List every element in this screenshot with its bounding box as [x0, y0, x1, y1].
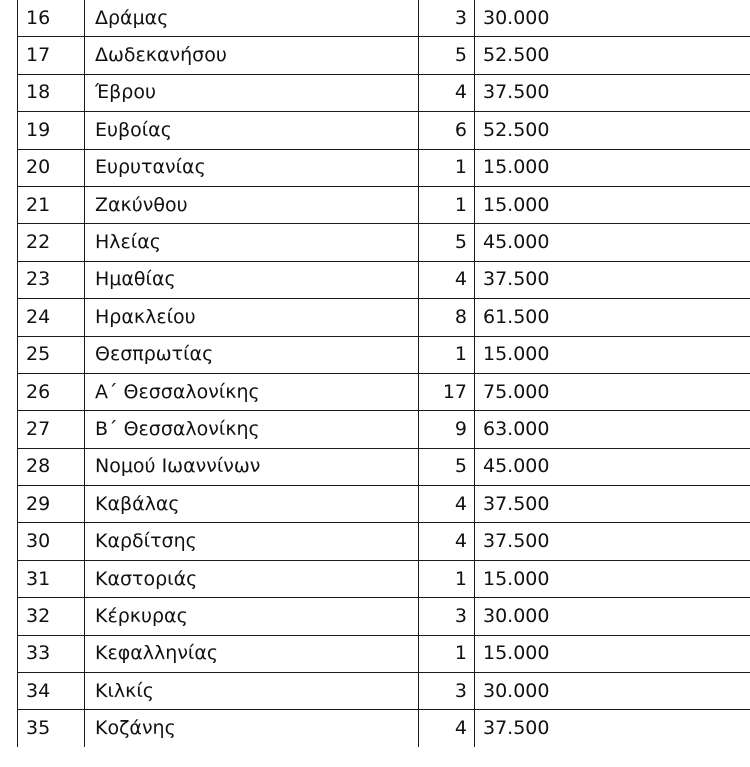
prefecture-name-cell: Καστοριάς	[85, 560, 419, 597]
row-number-cell: 31	[18, 560, 85, 597]
table-row	[18, 635, 750, 672]
amount-cell: 30.000	[475, 673, 750, 710]
prefecture-name-cell: Ευρυτανίας	[85, 149, 419, 186]
prefecture-name-cell: Δωδεκανήσου	[85, 37, 419, 74]
count-cell: 9	[419, 411, 475, 448]
count-cell: 1	[419, 149, 475, 186]
amount-cell: 30.000	[475, 0, 750, 37]
data-table	[17, 0, 750, 747]
count-cell: 1	[419, 336, 475, 373]
row-number-cell: 27	[18, 411, 85, 448]
count-cell: 5	[419, 448, 475, 485]
row-number-cell: 22	[18, 224, 85, 261]
table-row	[18, 710, 750, 747]
row-number-cell: 17	[18, 37, 85, 74]
prefecture-name-cell: Κοζάνης	[85, 710, 419, 747]
row-number-cell: 32	[18, 598, 85, 635]
prefecture-name-cell: Ευβοίας	[85, 112, 419, 149]
count-cell: 4	[419, 710, 475, 747]
table-row	[18, 261, 750, 298]
prefecture-name-cell: Ημαθίας	[85, 261, 419, 298]
count-cell: 3	[419, 673, 475, 710]
amount-cell: 30.000	[475, 598, 750, 635]
amount-cell: 52.500	[475, 37, 750, 74]
table-row	[18, 112, 750, 149]
count-cell: 5	[419, 224, 475, 261]
row-number-cell: 35	[18, 710, 85, 747]
count-cell: 3	[419, 598, 475, 635]
row-number-cell: 21	[18, 186, 85, 223]
row-number-cell: 18	[18, 74, 85, 111]
prefecture-name-cell: Ζακύνθου	[85, 186, 419, 223]
row-number-cell: 24	[18, 299, 85, 336]
table-row	[18, 74, 750, 111]
amount-cell: 37.500	[475, 486, 750, 523]
prefecture-name-cell: Νομού Ιωαννίνων	[85, 448, 419, 485]
amount-cell: 15.000	[475, 186, 750, 223]
row-number-cell: 33	[18, 635, 85, 672]
prefecture-name-cell: Α΄ Θεσσαλονίκης	[85, 373, 419, 410]
count-cell: 8	[419, 299, 475, 336]
table-row	[18, 149, 750, 186]
row-number-cell: 26	[18, 373, 85, 410]
amount-cell: 15.000	[475, 149, 750, 186]
prefecture-name-cell: Ηρακλείου	[85, 299, 419, 336]
amount-cell: 37.500	[475, 74, 750, 111]
row-number-cell: 25	[18, 336, 85, 373]
amount-cell: 37.500	[475, 261, 750, 298]
amount-cell: 75.000	[475, 373, 750, 410]
table-row	[18, 0, 750, 37]
count-cell: 1	[419, 560, 475, 597]
amount-cell: 52.500	[475, 112, 750, 149]
amount-cell: 45.000	[475, 448, 750, 485]
row-number-cell: 16	[18, 0, 85, 37]
prefecture-name-cell: Κεφαλληνίας	[85, 635, 419, 672]
table-row	[18, 448, 750, 485]
prefecture-name-cell: Θεσπρωτίας	[85, 336, 419, 373]
row-number-cell: 23	[18, 261, 85, 298]
amount-cell: 15.000	[475, 560, 750, 597]
row-number-cell: 34	[18, 673, 85, 710]
row-number-cell: 30	[18, 523, 85, 560]
count-cell: 4	[419, 261, 475, 298]
prefecture-name-cell: Β΄ Θεσσαλονίκης	[85, 411, 419, 448]
amount-cell: 63.000	[475, 411, 750, 448]
prefecture-name-cell: Ηλείας	[85, 224, 419, 261]
table-row	[18, 37, 750, 74]
prefecture-name-cell: Κιλκίς	[85, 673, 419, 710]
data-table-container	[17, 0, 750, 747]
count-cell: 4	[419, 486, 475, 523]
amount-cell: 15.000	[475, 336, 750, 373]
table-row	[18, 560, 750, 597]
amount-cell: 15.000	[475, 635, 750, 672]
amount-cell: 37.500	[475, 523, 750, 560]
table-row	[18, 486, 750, 523]
table-row	[18, 411, 750, 448]
table-row	[18, 336, 750, 373]
row-number-cell: 19	[18, 112, 85, 149]
row-number-cell: 29	[18, 486, 85, 523]
amount-cell: 61.500	[475, 299, 750, 336]
prefecture-name-cell: Καρδίτσης	[85, 523, 419, 560]
row-number-cell: 28	[18, 448, 85, 485]
table-body	[18, 0, 750, 747]
table-row	[18, 373, 750, 410]
amount-cell: 37.500	[475, 710, 750, 747]
table-row	[18, 673, 750, 710]
prefecture-name-cell: Κέρκυρας	[85, 598, 419, 635]
prefecture-name-cell: Καβάλας	[85, 486, 419, 523]
table-row	[18, 186, 750, 223]
count-cell: 1	[419, 186, 475, 223]
table-row	[18, 224, 750, 261]
table-row	[18, 598, 750, 635]
count-cell: 5	[419, 37, 475, 74]
amount-cell: 45.000	[475, 224, 750, 261]
count-cell: 3	[419, 0, 475, 37]
prefecture-name-cell: Έβρου	[85, 74, 419, 111]
count-cell: 6	[419, 112, 475, 149]
count-cell: 4	[419, 523, 475, 560]
row-number-cell: 20	[18, 149, 85, 186]
table-row	[18, 523, 750, 560]
count-cell: 1	[419, 635, 475, 672]
prefecture-name-cell: Δράμας	[85, 0, 419, 37]
count-cell: 17	[419, 373, 475, 410]
count-cell: 4	[419, 74, 475, 111]
table-row	[18, 299, 750, 336]
